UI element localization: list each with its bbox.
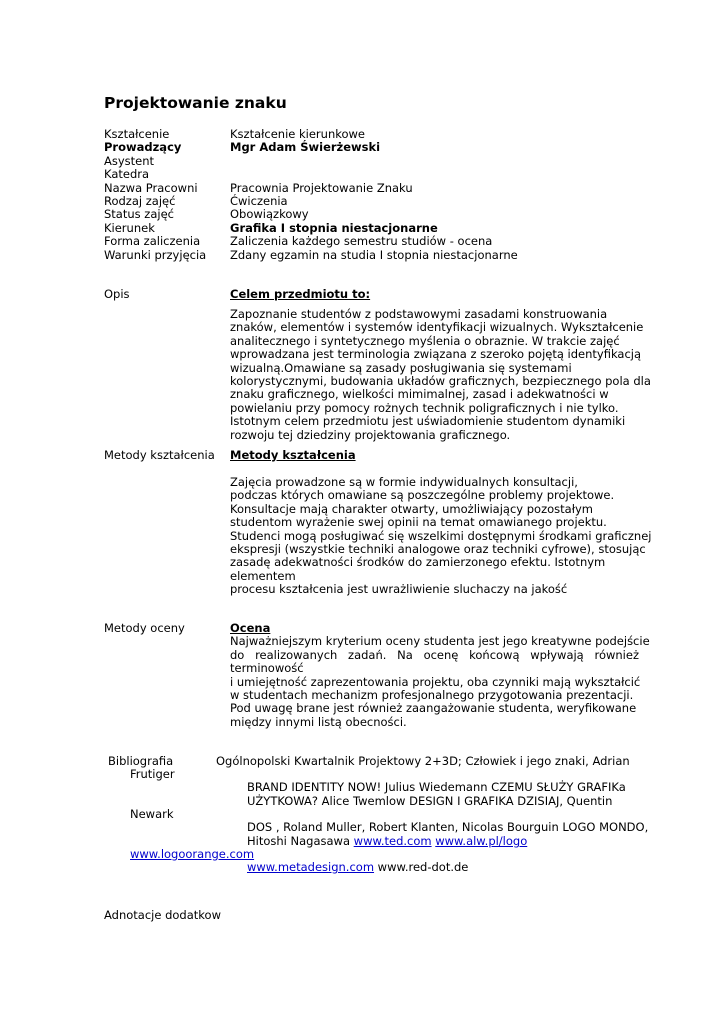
- bibliografia-text: www.red-dot.de: [374, 860, 469, 874]
- metody-ksztalcenia-heading: Metody kształcenia: [230, 448, 356, 462]
- mk-line: studentom wyrażenie swej opinii na temat omawianego projektu.: [230, 515, 607, 530]
- mo-line: między innymi listą obecności.: [230, 714, 407, 729]
- page-title: Projektowanie znaku: [104, 94, 287, 112]
- bibliografia-line: [130, 848, 254, 861]
- info-label: Nazwa Pracowni: [104, 180, 198, 195]
- info-value: Obowiązkowy: [230, 207, 309, 222]
- bibliografia-line: Frutiger: [130, 767, 175, 781]
- bibliografia-label: Bibliografia: [108, 754, 174, 768]
- bibliografia-text: Hitoshi Nagasawa: [247, 834, 354, 848]
- info-value: Kształcenie kierunkowe: [230, 127, 366, 141]
- info-label: Prowadzący: [104, 140, 182, 155]
- opis-line: kolorystycznymi, budowania układów graficznych, bezpiecznego pola dla: [230, 374, 651, 389]
- mk-line: zasadę adekwatności środków do zamierzonego efektu. Istotnym: [230, 555, 606, 570]
- info-value: Ćwiczenia: [230, 194, 288, 208]
- mk-line: podczas których omawiane są poszczególne problemy projektowe.: [230, 488, 615, 503]
- mk-line: Studenci mogą posługiwać się wszelkimi dostępnymi środkami graficznej: [230, 528, 652, 543]
- opis-line: wizualną.Omawiane są zasady posługiwania się systemami: [230, 360, 572, 375]
- opis-line: powielaniu przy pomocy rożnych technik poligraficznych i nie tylko.: [230, 400, 619, 415]
- info-label: Kształcenie: [104, 127, 170, 141]
- info-value: Mgr Adam Świerżewski: [230, 140, 381, 155]
- mo-line: terminowość: [230, 661, 304, 676]
- mk-line: Zajęcia prowadzone są w formie indywidualnych konsultacji,: [230, 475, 578, 489]
- mo-line: i umiejętność zaprezentowania projektu, oba czynniki mają wykształcić: [230, 674, 641, 689]
- metody-ksztalcenia-label: Metody kształcenia: [104, 448, 215, 462]
- opis-label: Opis: [104, 287, 130, 301]
- bibliografia-line: [247, 835, 527, 848]
- info-value: Grafika I stopnia niestacjonarne: [230, 220, 438, 235]
- link-ted[interactable]: www.ted.com: [353, 834, 432, 848]
- link-logoorange[interactable]: www.logoorange.com: [130, 847, 255, 861]
- metody-ksztalcenia-body: [230, 476, 650, 597]
- mk-line: Konsultacje mają charakter otwarty, umożliwiający pozostałym: [230, 501, 593, 516]
- bibliografia-line: Newark: [130, 807, 174, 821]
- info-value: Zdany egzamin na studia I stopnia niestacjonarne: [230, 247, 518, 262]
- info-label: Asystent: [104, 153, 155, 168]
- info-value: Pracownia Projektowanie Znaku: [230, 180, 413, 195]
- info-label: Kierunek: [104, 220, 155, 235]
- mo-line: do realizowanych zadań. Na ocenę końcową wpływają również: [230, 647, 639, 662]
- bibliografia-line: DOS , Roland Muller, Robert Klanten, Nicolas Bourguin LOGO MONDO,: [247, 820, 649, 834]
- link-metadesign[interactable]: www.metadesign.com: [247, 860, 375, 874]
- info-label: Forma zaliczenia: [104, 234, 201, 249]
- mk-line: procesu kształcenia jest uwrażliwienie sluchaczy na jakość: [230, 582, 568, 597]
- bibliografia-line: Ogólnopolski Kwartalnik Projektowy 2+3D; Człowiek i jego znaki, Adrian: [216, 754, 630, 768]
- ocena-heading: Ocena: [230, 621, 271, 635]
- opis-line: znaków, elementów i systemów identyfikacji wizualnych. Wykształcenie: [230, 320, 644, 335]
- bibliografia-line: UŻYTKOWA? Alice Twemlow DESIGN I GRAFIKA DZISIAJ, Quentin: [247, 794, 613, 808]
- metody-oceny-body: [230, 622, 650, 729]
- mk-line: ekspresji (wszystkie techniki analogowe oraz techniki cyfrowe), stosując: [230, 542, 646, 557]
- mo-line: w studentach mechanizm profesjonalnego przygotowania prezentacji.: [230, 688, 634, 703]
- opis-line: rozwoju tej dziedziny projektowania graficznego.: [230, 427, 511, 442]
- opis-line: Istotnym celem przedmiotu jest uświadomienie studentom dynamiki: [230, 414, 626, 429]
- mo-line: Pod uwagę brane jest również zaangażowanie studenta, weryfikowane: [230, 701, 637, 716]
- info-label: Status zajęć: [104, 207, 174, 222]
- info-label: Rodzaj zajęć: [104, 194, 176, 208]
- info-label: Katedra: [104, 167, 150, 182]
- mk-line: elementem: [230, 568, 296, 583]
- metody-oceny-label: Metody oceny: [104, 621, 185, 635]
- info-value: Zaliczenia każdego semestru studiów - ocena: [230, 234, 493, 249]
- opis-heading: Celem przedmiotu to:: [230, 287, 371, 301]
- opis-line: wprowadzana jest terminologia związana z szeroko pojętą identyfikacją: [230, 347, 642, 362]
- adnotacje-label: Adnotacje dodatkow: [104, 908, 221, 922]
- opis-body: [230, 308, 650, 442]
- opis-line: analitecznego i syntetycznego myślenia o obraznie. W trakcie zajęć: [230, 333, 620, 348]
- info-label: Warunki przyjęcia: [104, 247, 207, 262]
- opis-line: Zapoznanie studentów z podstawowymi zasadami konstruowania: [230, 307, 608, 321]
- bibliografia-line: [247, 861, 468, 874]
- link-alw[interactable]: www.alw.pl/logo: [435, 834, 528, 848]
- bibliografia-line: BRAND IDENTITY NOW! Julius Wiedemann CZEMU SŁUŻY GRAFIKa: [247, 780, 626, 794]
- mo-line: Najważniejszym kryterium oceny studenta jest jego kreatywne podejście: [230, 634, 650, 649]
- opis-line: znaku graficznego, wielkości mimimalnej, zasad i adekwatności w: [230, 387, 609, 402]
